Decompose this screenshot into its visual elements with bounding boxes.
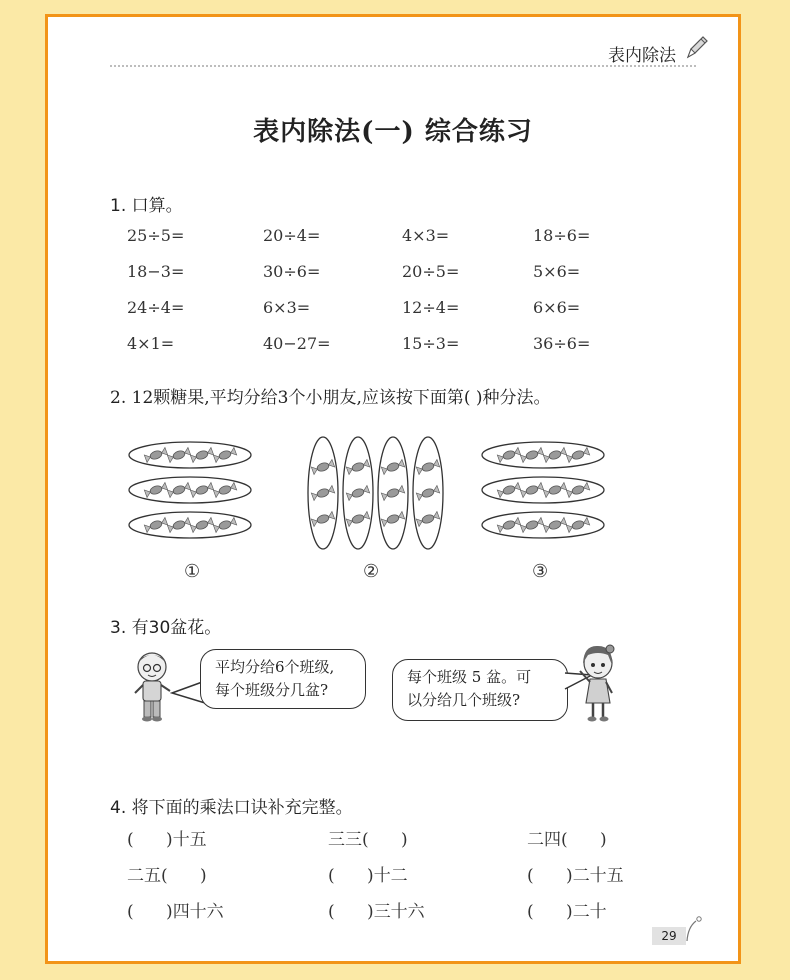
calc-item: 6×3= <box>263 298 311 317</box>
girl-speech-line-2: 以分给几个班级? <box>407 691 521 709</box>
calc-item: 15÷3= <box>402 334 460 353</box>
option-1-grouping <box>129 442 251 538</box>
boy-speech-bubble <box>200 649 366 709</box>
calc-item: 40−27= <box>263 334 331 353</box>
page-number: 29 <box>652 927 686 945</box>
rhyme-blank-item: 二四( ) <box>527 830 607 850</box>
rhyme-blank-item: ( )四十六 <box>127 902 224 922</box>
girl-illustration <box>572 641 620 723</box>
chapter-header: 表内除法 <box>608 46 676 66</box>
girl-speech-line-1: 每个班级 5 盆。可 <box>407 668 532 686</box>
calc-item: 5×6= <box>533 262 581 281</box>
girl-speech-bubble <box>392 659 568 721</box>
option-1-label: ① <box>184 561 201 582</box>
calc-item: 36÷6= <box>533 334 591 353</box>
calc-item: 12÷4= <box>402 298 460 317</box>
rhyme-blank-item: ( )二十 <box>527 902 607 922</box>
calc-item: 6×6= <box>533 298 581 317</box>
swirl-icon <box>684 915 704 943</box>
option-3-label: ③ <box>532 561 549 582</box>
calc-item: 20÷5= <box>402 262 460 281</box>
pencil-icon <box>684 33 710 59</box>
header-divider <box>110 65 696 67</box>
question-2-heading: 2. 12颗糖果,平均分给3个小朋友,应该按下面第( )种分法。 <box>110 388 551 408</box>
rhyme-blank-item: ( )十二 <box>328 866 408 886</box>
candy-groupings <box>128 435 668 574</box>
rhyme-blank-item: 三三( ) <box>328 830 408 850</box>
rhyme-blank-item: ( )三十六 <box>328 902 425 922</box>
rhyme-blank-item: ( )二十五 <box>527 866 624 886</box>
question-1-heading: 1. 口算。 <box>110 196 183 216</box>
rhyme-blank-item: ( )十五 <box>127 830 207 850</box>
option-2-grouping <box>308 437 443 549</box>
option-3-grouping <box>482 442 604 538</box>
calc-item: 25÷5= <box>127 226 185 245</box>
boy-speech-line-1: 平均分给6个班级, <box>215 658 335 676</box>
worksheet-page <box>45 14 741 964</box>
rhyme-blank-item: 二五( ) <box>127 866 207 886</box>
calc-item: 30÷6= <box>263 262 321 281</box>
calc-item: 20÷4= <box>263 226 321 245</box>
calc-item: 18−3= <box>127 262 185 281</box>
calc-item: 18÷6= <box>533 226 591 245</box>
candy-diagram <box>128 435 668 570</box>
page-title: 表内除法(一) 综合练习 <box>253 117 533 147</box>
option-2-label: ② <box>363 561 380 582</box>
calc-item: 24÷4= <box>127 298 185 317</box>
question-3-heading: 3. 有30盆花。 <box>110 618 222 638</box>
question-4-heading: 4. 将下面的乘法口诀补充完整。 <box>110 798 353 818</box>
calc-item: 4×3= <box>402 226 450 245</box>
calc-item: 4×1= <box>127 334 175 353</box>
boy-speech-line-2: 每个班级分几盆? <box>215 681 329 699</box>
